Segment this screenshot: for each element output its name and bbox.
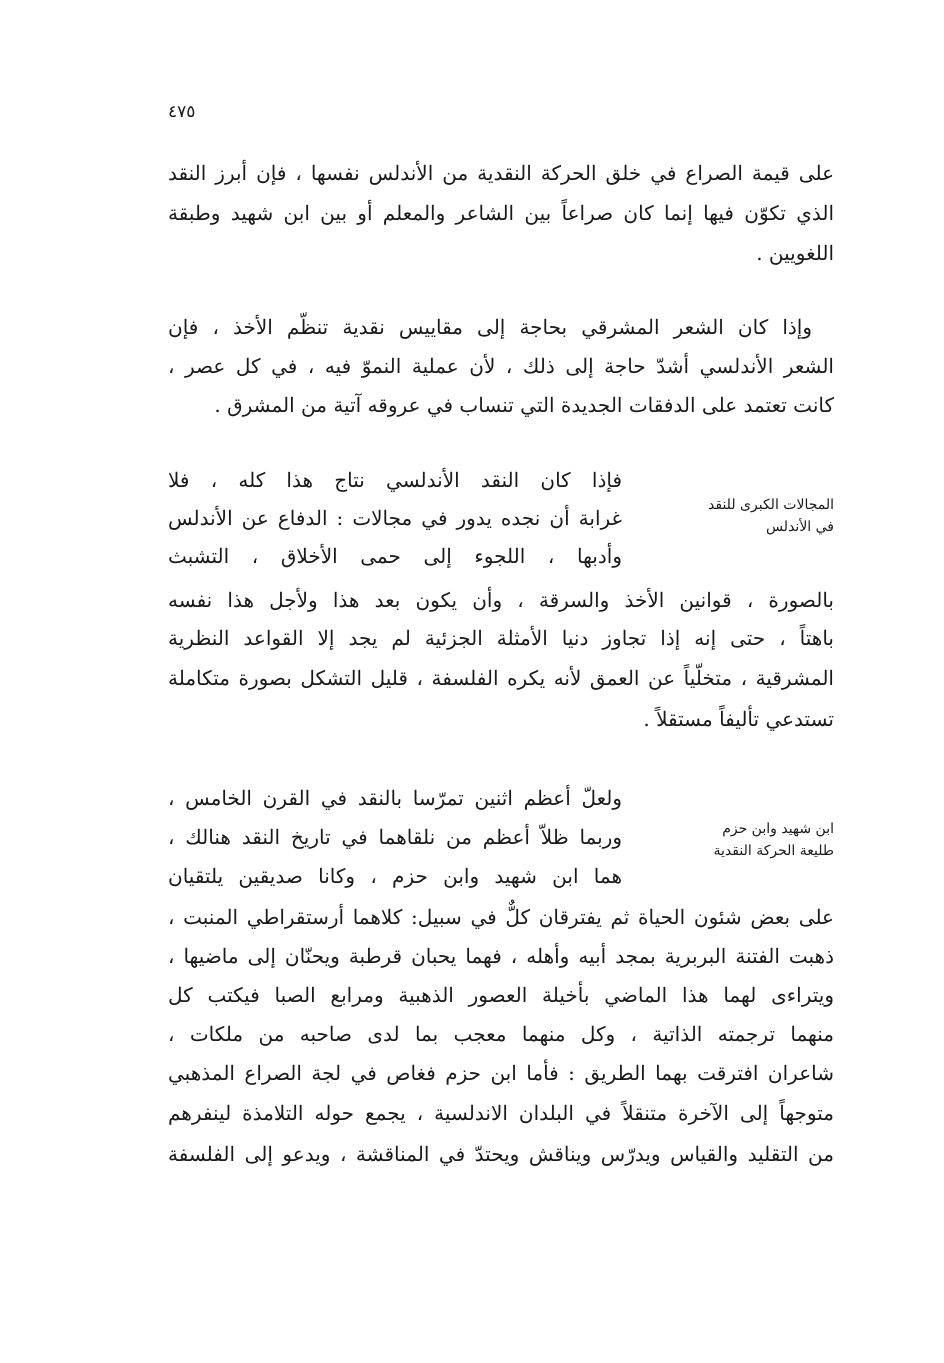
side-note-1 bbox=[644, 494, 834, 538]
paragraph-3-line-7: تستدعي تأليفاً مستقلاً . bbox=[643, 707, 834, 731]
side-note-1-line-2: في الأندلس bbox=[765, 519, 834, 535]
paragraph-3-line-4: بالصورة ، قوانين الأخذ والسرقة ، وأن يكون بعد هذا ولأجل هذا نفسه bbox=[168, 588, 834, 612]
paragraph-2-line-3: كانت تعتمد على الدفقات الجديدة التي تنساب في عروقه آتية من المشرق . bbox=[214, 393, 834, 417]
paragraph-4-line-9: متوجهاً إلى الآخرة متنقلاً في البلدان الاندلسية ، يجمع حوله التلامذة لينفرهم bbox=[168, 1101, 834, 1125]
paragraph-3-line-3: وأدبها ، اللجوء إلى حمى الأخلاق ، التشبث bbox=[168, 544, 622, 568]
side-note-2-line-2: طليعة الحركة النقدية bbox=[713, 843, 834, 859]
side-note-2 bbox=[644, 818, 834, 862]
paragraph-2-line-1: وإذا كان الشعر المشرقي بحاجة إلى مقاييس نقدية تنظّم الأخذ ، فإن bbox=[168, 315, 812, 339]
paragraph-4-line-4: على بعض شئون الحياة ثم يفترقان كلٌّ في سبيل: كلاهما أرستقراطي المنبت ، bbox=[168, 905, 834, 929]
paragraph-4-line-6: ويتراءى لهما هذا الماضي بأخيلة العصور الذهبية ومرابع الصبا فيكتب كل bbox=[168, 983, 834, 1007]
paragraph-4-line-10: من التقليد والقياس ويدرّس ويناقش ويحتدّ في المناقشة ، ويدعو إلى الفلسفة bbox=[168, 1142, 834, 1166]
paragraph-4-line-3: هما ابن شهيد وابن حزم ، وكانا صديقين يلتقيان bbox=[168, 864, 622, 888]
paragraph-3-line-6: المشرقية ، متخلّياً عن العمق لأنه يكره الفلسفة ، قليل التشكل بصورة متكاملة bbox=[168, 666, 834, 690]
paragraph-3-line-2: غرابة أن نجده يدور في مجالات : الدفاع عن الأندلس bbox=[168, 506, 622, 530]
side-note-2-line-1: ابن شهيد وابن حزم bbox=[722, 821, 834, 837]
paragraph-2-line-2: الشعر الأندلسي أشدّ حاجة إلى ذلك ، لأن عملية النموّ فيه ، في كل عصر ، bbox=[168, 354, 834, 378]
side-note-1-line-1: المجالات الكبرى للنقد bbox=[708, 497, 834, 513]
paragraph-4-line-7: منهما ترجمته الذاتية ، وكل منهما معجب بما لدى صاحبه من ملكات ، bbox=[168, 1022, 834, 1046]
paragraph-1-line-1: على قيمة الصراع في خلق الحركة النقدية من الأندلس نفسها ، فإن أبرز النقد bbox=[168, 161, 834, 185]
paragraph-1-line-2: الذي تكوّن فيها إنما كان صراعاً بين الشاعر والمعلم أو بين ابن شهيد وطبقة bbox=[168, 201, 834, 225]
paragraph-4-line-5: ذهبت الفتنة البربرية بمجد أبيه وأهله ، فهما يحبان قرطبة ويحنّان إلى ماضيها ، bbox=[168, 944, 834, 968]
paragraph-3-line-1: فإذا كان النقد الأندلسي نتاج هذا كله ، فلا bbox=[168, 468, 622, 492]
paragraph-1-line-3: اللغويين . bbox=[756, 241, 834, 265]
page-number: ٤٧٥ bbox=[168, 102, 196, 122]
paragraph-3-line-5: باهتاً ، حتى إنه إذا تجاوز دنيا الأمثلة الجزئية لم يجد إلا القواعد النظرية bbox=[168, 626, 834, 650]
paragraph-4-line-2: وربما ظلاّ أعظم من نلقاهما في تاريخ النقد هنالك ، bbox=[168, 825, 622, 849]
paragraph-4-line-1: ولعلّ أعظم اثنين تمرّسا بالنقد في القرن الخامس ، bbox=[168, 786, 622, 810]
paragraph-4-line-8: شاعران افترقت بهما الطريق : فأما ابن حزم فغاص في لجة الصراع المذهبي bbox=[168, 1061, 834, 1085]
